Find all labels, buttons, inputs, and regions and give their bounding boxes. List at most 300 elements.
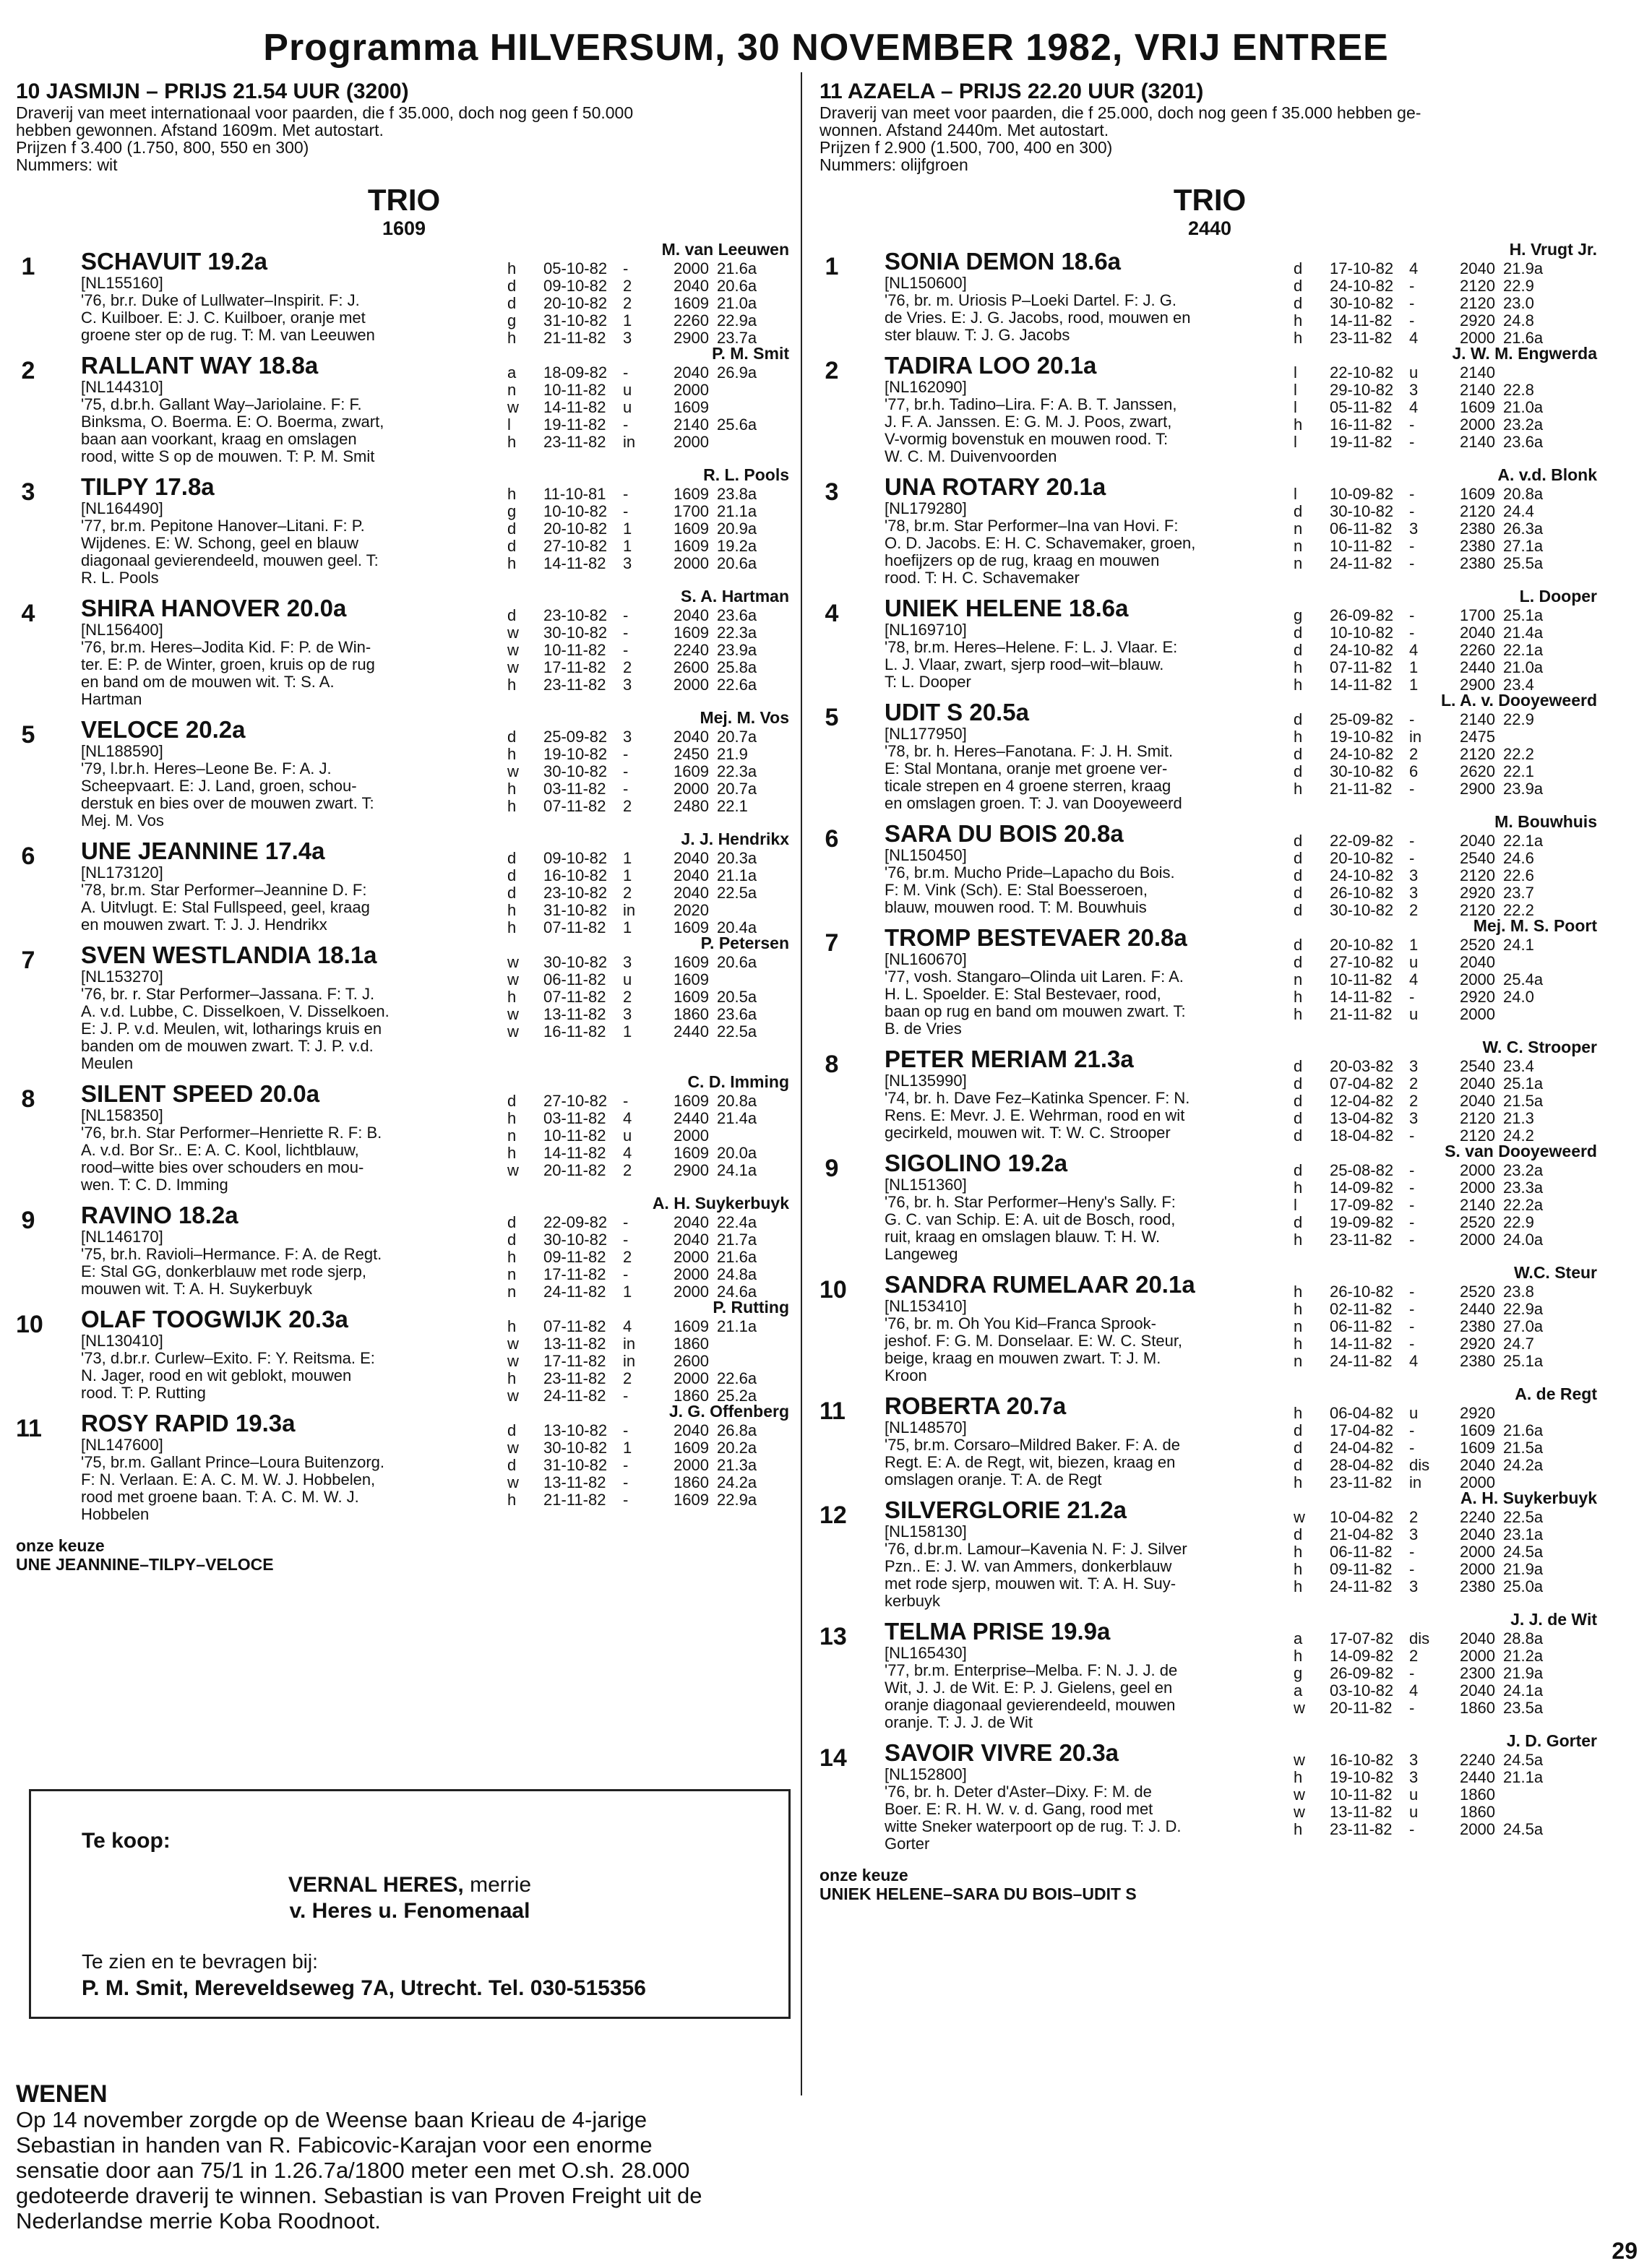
performance-cell: d — [507, 849, 517, 867]
horse-name: SVEN WESTLANDIA 18.1a — [81, 942, 377, 968]
performance-row — [1294, 763, 1561, 780]
horse-description: [NL160670] — [885, 950, 967, 968]
performance-cell: 1 — [1409, 658, 1419, 676]
performance-cell: - — [1409, 1560, 1415, 1578]
performance-cell: 2 — [623, 988, 632, 1006]
performance-cell: 2440 — [1460, 1768, 1495, 1786]
performance-cell: 23.6a — [717, 606, 757, 624]
performance-cell: d — [1294, 641, 1303, 659]
performance-cell: 22.9 — [1503, 710, 1534, 728]
performance-row — [1294, 538, 1561, 555]
performance-cell: h — [1294, 1283, 1303, 1301]
performance-cell: 20.6a — [717, 554, 757, 572]
performance-cell: 21-11-82 — [1330, 780, 1393, 798]
performance-cell: 24.6 — [1503, 849, 1534, 867]
performance-cell: - — [1409, 1421, 1415, 1439]
performance-cell: 2040 — [1460, 953, 1495, 971]
performance-cell: 1 — [623, 866, 632, 884]
horse-name: UNE JEANNINE 17.4a — [81, 837, 325, 864]
performance-cell: 2000 — [674, 381, 709, 399]
performance-cell: 2000 — [674, 1265, 709, 1283]
horse-performances — [1294, 1058, 1561, 1145]
performance-row — [1294, 1665, 1561, 1682]
horse-description: '76, br.m. Heres–Jodita Kid. F: P. de Win- — [81, 638, 371, 656]
horse-description: oranje. T: J. J. de Wit — [885, 1713, 1033, 1731]
performance-cell: 14-11-82 — [543, 554, 606, 572]
performance-row — [1294, 971, 1561, 988]
horse-trainer: A. v.d. Blonk — [1497, 465, 1597, 484]
performance-cell: 2040 — [674, 1421, 709, 1439]
performance-cell: 20.7a — [717, 728, 757, 746]
performance-cell: 06-11-82 — [1330, 1317, 1393, 1335]
performance-cell: 2000 — [674, 1369, 709, 1387]
horse-performances — [507, 728, 775, 815]
performance-cell: 22-09-82 — [543, 1213, 608, 1231]
performance-cell: 24-10-82 — [1330, 277, 1394, 295]
performance-cell: 25-08-82 — [1330, 1161, 1394, 1179]
wenen-line: Op 14 november zorgde op de Weense baan Krieau de 4-jarige — [16, 2107, 648, 2132]
horse-description: [NL151360] — [885, 1176, 967, 1194]
performance-cell: 1609 — [674, 294, 709, 312]
performance-cell: 21.6a — [717, 259, 757, 277]
performance-row — [507, 728, 775, 746]
performance-cell: n — [507, 381, 517, 399]
performance-cell: l — [507, 415, 511, 434]
ad-contact-label: Te zien en te bevragen bij: — [82, 1950, 318, 1973]
performance-cell: 2000 — [1460, 1820, 1495, 1838]
horse-entry — [16, 587, 792, 708]
performance-cell: - — [1409, 624, 1415, 642]
performance-cell: h — [507, 485, 517, 503]
performance-cell: 2380 — [1460, 1317, 1495, 1335]
horse-performances — [507, 1093, 775, 1179]
horse-description: [NL158130] — [885, 1522, 967, 1541]
performance-cell: 14-11-82 — [543, 398, 606, 416]
horse-number: 11 — [819, 1397, 846, 1425]
performance-cell: d — [1294, 1456, 1303, 1474]
performance-cell: 3 — [623, 1005, 632, 1023]
performance-cell: 25.5a — [1503, 554, 1544, 572]
performance-row — [1294, 832, 1561, 850]
performance-cell: 2 — [623, 797, 632, 815]
performance-cell: d — [507, 1213, 517, 1231]
performance-row — [1294, 295, 1561, 312]
horse-number: 1 — [21, 253, 35, 280]
performance-row — [1294, 1353, 1561, 1370]
performance-row — [507, 676, 775, 694]
performance-row — [1294, 1301, 1561, 1318]
performance-cell: 2000 — [1460, 1647, 1495, 1665]
performance-cell: 10-11-82 — [543, 641, 606, 659]
horse-description: omslagen oranje. T: A. de Regt — [885, 1470, 1102, 1489]
performance-cell: 19-11-82 — [543, 415, 606, 434]
performance-cell: 23.2a — [1503, 1161, 1544, 1179]
performance-row — [507, 867, 775, 884]
performance-cell: d — [1294, 1525, 1303, 1543]
performance-cell: 25.1a — [1503, 1074, 1544, 1093]
performance-cell: 3 — [623, 554, 632, 572]
performance-cell: 21.0a — [1503, 658, 1544, 676]
horse-trainer: J. J. de Wit — [1510, 1610, 1597, 1629]
performance-row — [1294, 1006, 1561, 1023]
performance-cell: h — [507, 1491, 517, 1509]
performance-cell: 09-10-82 — [543, 849, 608, 867]
performance-cell: u — [1409, 1404, 1419, 1422]
horse-description: '74, br. h. Dave Fez–Katinka Spencer. F: N. — [885, 1089, 1190, 1107]
horse-description: '76, d.br.m. Lamour–Kavenia N. F: J. Silver — [885, 1540, 1187, 1558]
performance-row — [1294, 1110, 1561, 1127]
performance-cell: 16-11-82 — [1330, 415, 1393, 434]
horse-description: Kroon — [885, 1366, 927, 1384]
performance-cell: d — [1294, 1161, 1303, 1179]
performance-cell: 10-11-82 — [543, 1126, 606, 1145]
advertisement-box — [29, 1789, 791, 2019]
performance-cell: 26-09-82 — [1330, 606, 1394, 624]
performance-row — [1294, 364, 1561, 382]
performance-cell: 26.3a — [1503, 520, 1544, 538]
performance-cell: 31-10-82 — [543, 901, 608, 919]
horse-trainer: W. C. Strooper — [1482, 1038, 1597, 1056]
horse-description: Gorter — [885, 1835, 930, 1853]
performance-row — [1294, 607, 1561, 624]
performance-cell: d — [507, 537, 517, 555]
performance-cell: 1700 — [674, 502, 709, 520]
performance-cell: 2920 — [1460, 311, 1495, 329]
performance-cell: 07-11-82 — [543, 918, 606, 936]
horse-name: PETER MERIAM 21.3a — [885, 1046, 1134, 1072]
performance-cell: 2000 — [1460, 1005, 1495, 1023]
performance-cell: a — [507, 363, 517, 382]
horse-description: Meulen — [81, 1054, 134, 1072]
performance-cell: w — [507, 762, 519, 780]
horse-performances — [1294, 1509, 1561, 1595]
performance-row — [1294, 399, 1561, 416]
performance-cell: 2000 — [1460, 415, 1495, 434]
performance-cell: 19-10-82 — [543, 745, 608, 763]
performance-cell: w — [507, 398, 519, 416]
performance-cell: 2240 — [1460, 1508, 1495, 1526]
performance-cell: 14-11-82 — [1330, 676, 1393, 694]
performance-cell: n — [1294, 520, 1303, 538]
performance-cell: 21.6a — [1503, 1421, 1544, 1439]
performance-cell: 2000 — [674, 1283, 709, 1301]
performance-cell: 2040 — [674, 866, 709, 884]
performance-cell: - — [1409, 502, 1415, 520]
race-header: 11 AZAELA – PRIJS 22.20 UUR (3201) — [819, 79, 1204, 103]
performance-cell: 2440 — [674, 1022, 709, 1041]
performance-row — [1294, 1561, 1561, 1578]
horse-description: A. v.d. Bor Sr.. E: A. C. Kool, lichtblauw, — [81, 1141, 359, 1159]
performance-cell: 3 — [1409, 1057, 1419, 1075]
performance-cell: 2000 — [1460, 1473, 1495, 1491]
performance-cell: - — [1409, 1179, 1415, 1197]
horse-name: TELMA PRISE 19.9a — [885, 1618, 1111, 1645]
horse-number: 2 — [21, 357, 35, 384]
performance-cell: 25.4a — [1503, 970, 1544, 988]
performance-cell: 20-11-82 — [1330, 1699, 1393, 1717]
performance-cell: 23.7 — [1503, 884, 1534, 902]
horse-trainer: P. M. Smit — [712, 344, 789, 363]
performance-cell: 2040 — [1460, 1525, 1495, 1543]
performance-cell: - — [623, 641, 629, 659]
performance-cell: 23.4 — [1503, 676, 1534, 694]
performance-cell: - — [623, 1213, 629, 1231]
performance-cell: 2620 — [1460, 762, 1495, 780]
performance-cell: h — [1294, 329, 1303, 347]
performance-cell: 14-11-82 — [1330, 311, 1393, 329]
performance-row — [507, 1491, 775, 1509]
performance-row — [1294, 1647, 1561, 1665]
performance-row — [507, 312, 775, 329]
performance-cell: - — [1409, 537, 1415, 555]
ad-horse-name: VERNAL HERES, — [288, 1873, 464, 1897]
performance-cell: 31-10-82 — [543, 1456, 608, 1474]
performance-cell: 24.1 — [1503, 936, 1534, 954]
performance-row — [1294, 988, 1561, 1006]
horse-name: TILPY 17.8a — [81, 473, 215, 500]
performance-cell: h — [1294, 728, 1303, 746]
performance-cell: 18-04-82 — [1330, 1126, 1394, 1145]
performance-cell: - — [1409, 433, 1415, 451]
horse-trainer: H. Vrugt Jr. — [1509, 240, 1597, 259]
horse-entry — [819, 1038, 1600, 1145]
wenen-text — [16, 2107, 789, 2233]
performance-cell: 24.1a — [717, 1161, 757, 1179]
performance-cell: 3 — [623, 329, 632, 347]
horse-description: witte Sneker waterpoort op de rug. T: J. D. — [885, 1817, 1182, 1835]
performance-cell: h — [1294, 1820, 1303, 1838]
performance-cell: 3 — [1409, 1768, 1419, 1786]
performance-cell: - — [1409, 1300, 1415, 1318]
performance-row — [507, 1110, 775, 1127]
performance-row — [507, 382, 775, 399]
horse-description: E: Stal Montana, oranje met groene ver- — [885, 759, 1168, 777]
race-conditions: Draverij van meet voor paarden, die f 25.000, doch nog geen f 35.000 hebben ge- — [819, 103, 1421, 122]
performance-cell: 27-10-82 — [543, 1092, 608, 1110]
horse-entry — [819, 1610, 1600, 1731]
performance-cell: d — [1294, 1126, 1303, 1145]
performance-cell: 24.1a — [1503, 1681, 1544, 1700]
performance-cell: 19-11-82 — [1330, 433, 1393, 451]
horse-description: [NL173120] — [81, 863, 163, 882]
performance-row — [507, 1353, 775, 1370]
horse-entry — [16, 708, 792, 830]
performance-cell: 26.9a — [717, 363, 757, 382]
performance-cell: 1860 — [674, 1335, 709, 1353]
performance-row — [1294, 1058, 1561, 1075]
performance-cell: - — [1409, 1283, 1415, 1301]
horse-number: 5 — [825, 704, 839, 731]
performance-cell: n — [507, 1283, 517, 1301]
performance-cell: 4 — [1409, 1681, 1419, 1700]
performance-row — [1294, 1179, 1561, 1197]
performance-cell: 27.0a — [1503, 1317, 1544, 1335]
performance-cell: 21.5a — [1503, 1092, 1544, 1110]
performance-cell: d — [1294, 884, 1303, 902]
performance-cell: h — [1294, 415, 1303, 434]
performance-cell: 3 — [623, 728, 632, 746]
horse-description: '76, br. h. Star Performer–Heny's Sally. F: — [885, 1193, 1176, 1211]
performance-cell: 20-03-82 — [1330, 1057, 1394, 1075]
performance-row — [1294, 659, 1561, 676]
horse-trainer: M. Bouwhuis — [1494, 812, 1597, 831]
performance-cell: 2040 — [1460, 1092, 1495, 1110]
performance-cell: - — [1409, 485, 1415, 503]
horse-description: E: J. P. v.d. Meulen, wit, lotharings kruis en — [81, 1020, 382, 1038]
horse-number: 9 — [825, 1155, 839, 1182]
horse-description: [NL152800] — [885, 1765, 967, 1783]
performance-cell: 2520 — [1460, 1213, 1495, 1231]
performance-cell: - — [1409, 1664, 1415, 1682]
performance-cell: in — [623, 433, 636, 451]
performance-cell: 20.2a — [717, 1439, 757, 1457]
horse-description: hoefijzers op de rug, kraag en mouwen — [885, 551, 1160, 569]
performance-cell: 24.2a — [1503, 1456, 1544, 1474]
horse-description: C. Kuilboer. E: J. C. Kuilboer, oranje met — [81, 309, 366, 327]
horse-trainer: A. H. Suykerbuyk — [652, 1194, 789, 1212]
performance-cell: 23-11-82 — [1330, 1820, 1393, 1838]
performance-cell: 2 — [623, 658, 632, 676]
performance-cell: g — [1294, 1664, 1303, 1682]
performance-cell: 20.9a — [717, 520, 757, 538]
performance-cell: h — [507, 901, 517, 919]
performance-row — [507, 1318, 775, 1335]
wenen-title: WENEN — [16, 2080, 108, 2108]
performance-cell: 09-11-82 — [543, 1248, 606, 1266]
performance-cell: 28-04-82 — [1330, 1456, 1394, 1474]
performance-row — [1294, 642, 1561, 659]
performance-cell: 1 — [1409, 676, 1419, 694]
horse-description: J. F. A. Janssen. E: G. M. J. Poos, zwart, — [885, 413, 1172, 431]
our-choice-label: onze keuze — [819, 1866, 908, 1884]
performance-cell: h — [1294, 1473, 1303, 1491]
horse-name: SIGOLINO 19.2a — [885, 1150, 1068, 1176]
performance-row — [1294, 1283, 1561, 1301]
performance-cell: 2020 — [674, 901, 709, 919]
performance-cell: 2120 — [1460, 901, 1495, 919]
performance-cell: - — [623, 485, 629, 503]
horse-name: UNIEK HELENE 18.6a — [885, 595, 1129, 621]
performance-cell: h — [1294, 311, 1303, 329]
horse-number: 7 — [21, 947, 35, 974]
performance-cell: 1609 — [674, 1092, 709, 1110]
performance-cell: 23.5a — [1503, 1699, 1544, 1717]
horse-description: [NL130410] — [81, 1332, 163, 1350]
performance-cell: 14-09-82 — [1330, 1179, 1394, 1197]
performance-cell: 2140 — [1460, 1196, 1495, 1214]
horse-description: '77, vosh. Stangaro–Olinda uit Laren. F: A. — [885, 968, 1184, 986]
horse-entry — [819, 691, 1600, 812]
performance-cell: - — [1409, 1317, 1415, 1335]
performance-cell: 21.9a — [1503, 259, 1544, 277]
horse-description: T: L. Dooper — [885, 673, 971, 691]
performance-cell: 14-09-82 — [1330, 1647, 1394, 1665]
performance-row — [507, 399, 775, 416]
performance-cell: u — [623, 398, 632, 416]
performance-cell: h — [507, 1369, 517, 1387]
performance-cell: 2040 — [1460, 832, 1495, 850]
horse-description: [NL155160] — [81, 274, 163, 292]
performance-cell: w — [507, 953, 519, 971]
horse-description: [NL148570] — [885, 1418, 967, 1436]
horse-description: H. L. Spoelder. E: Stal Bestevaer, rood, — [885, 985, 1161, 1003]
performance-cell: 2040 — [674, 363, 709, 382]
horse-description: [NL150600] — [885, 274, 967, 292]
performance-cell: 4 — [623, 1317, 632, 1335]
horse-description: '76, br.h. Star Performer–Henriette R. F: B. — [81, 1124, 382, 1142]
performance-cell: 24-11-82 — [1330, 554, 1393, 572]
performance-cell: 1609 — [1460, 1439, 1495, 1457]
performance-cell: 4 — [1409, 1352, 1419, 1370]
performance-cell: - — [1409, 1820, 1415, 1838]
performance-cell: 10-11-82 — [1330, 537, 1393, 555]
performance-cell: w — [507, 1161, 519, 1179]
wenen-line: Sebastian in handen van R. Fabicovic-Karajan voor een enorme — [16, 2132, 653, 2158]
performance-row — [507, 607, 775, 624]
performance-cell: 29-10-82 — [1330, 381, 1394, 399]
performance-cell: 2380 — [1460, 1577, 1495, 1595]
performance-cell: 3 — [1409, 1751, 1419, 1769]
performance-row — [1294, 1700, 1561, 1717]
performance-row — [1294, 936, 1561, 954]
performance-cell: l — [1294, 381, 1297, 399]
performance-cell: 1609 — [674, 624, 709, 642]
performance-cell: h — [507, 988, 517, 1006]
horse-description: Rens. E: Mevr. J. E. Wehrman, rood en wit — [885, 1106, 1185, 1124]
performance-cell: d — [1294, 1092, 1303, 1110]
performance-cell: 24.5a — [1503, 1543, 1544, 1561]
performance-cell: h — [1294, 780, 1303, 798]
horse-trainer: P. Petersen — [700, 934, 789, 952]
performance-cell: d — [1294, 762, 1303, 780]
horse-trainer: L. A. v. Dooyeweerd — [1441, 691, 1597, 710]
wenen-line: gedoteerde draverij te winnen. Sebastian is van Proven Freight uit de — [16, 2183, 702, 2208]
performance-cell: - — [1409, 1196, 1415, 1214]
performance-cell: 05-10-82 — [543, 259, 608, 277]
horse-description: Wit, J. J. de Wit. E: P. J. Gielens, geel en — [885, 1679, 1173, 1697]
performance-cell: 10-04-82 — [1330, 1508, 1394, 1526]
horse-description: en mouwen zwart. T: J. J. Hendrikx — [81, 916, 327, 934]
horse-trainer: L. Dooper — [1519, 587, 1597, 606]
performance-cell: 1609 — [674, 485, 709, 503]
performance-row — [1294, 555, 1561, 572]
race-left — [16, 79, 792, 1574]
performance-cell: 21.0a — [717, 294, 757, 312]
performance-cell: 19-09-82 — [1330, 1213, 1394, 1231]
performance-cell: 1860 — [1460, 1803, 1495, 1821]
performance-row — [507, 520, 775, 538]
horse-trainer: C. D. Imming — [687, 1072, 789, 1091]
performance-cell: w — [507, 1022, 519, 1041]
performance-cell: 22-09-82 — [1330, 832, 1394, 850]
performance-cell: - — [1409, 1126, 1415, 1145]
performance-row — [507, 1457, 775, 1474]
performance-cell: 22.6a — [717, 676, 757, 694]
performance-cell: 2440 — [1460, 1300, 1495, 1318]
performance-cell: 2140 — [674, 415, 709, 434]
performance-cell: h — [507, 259, 517, 277]
horse-number: 8 — [21, 1085, 35, 1113]
performance-cell: - — [623, 415, 629, 434]
performance-cell: 07-11-82 — [543, 1317, 606, 1335]
performance-cell: 23.3a — [1503, 1179, 1544, 1197]
performance-cell: 2140 — [1460, 381, 1495, 399]
performance-row — [507, 746, 775, 763]
horse-entry — [16, 465, 792, 587]
performance-cell: h — [1294, 1404, 1303, 1422]
performance-cell: 26.8a — [717, 1421, 757, 1439]
horse-name: SHIRA HANOVER 20.0a — [81, 595, 347, 621]
